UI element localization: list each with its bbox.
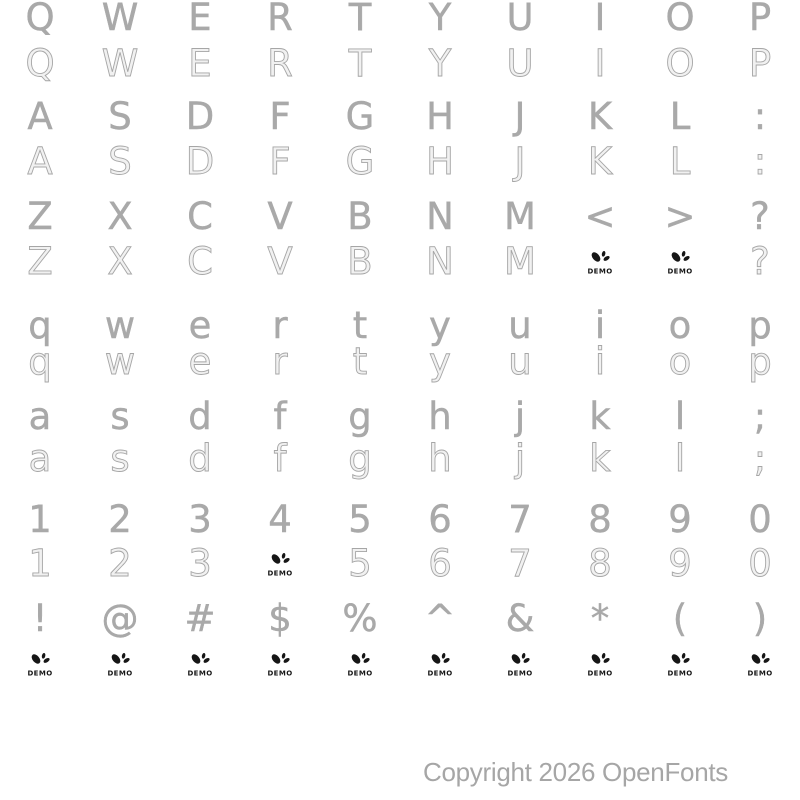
demo-watermark	[27, 651, 53, 678]
glyph-cell: f	[273, 395, 287, 438]
glyph-cell: Q	[25, 42, 55, 85]
glyph-cell: A	[27, 140, 53, 183]
glyph-cell: i	[594, 340, 606, 383]
svg-text:DEMO: DEMO	[587, 267, 613, 275]
demo-leaf-icon	[587, 651, 613, 678]
glyph-row-11	[0, 496, 800, 544]
glyph-cell: r	[272, 340, 288, 383]
glyph-cell-demo	[560, 238, 640, 286]
glyph-cell-demo	[560, 640, 640, 688]
glyph-cell: :	[753, 140, 767, 183]
glyph-cell: M	[504, 195, 536, 238]
demo-leaf-icon	[267, 551, 293, 578]
demo-watermark	[267, 651, 293, 678]
svg-text:DEMO: DEMO	[587, 669, 613, 677]
glyph-cell-demo	[240, 640, 320, 688]
glyph-cell: g	[348, 437, 372, 480]
glyph-cell: 4	[268, 498, 292, 541]
glyph-cell: 5	[348, 498, 372, 541]
glyph-cell: W	[101, 0, 139, 39]
glyph-cell: I	[594, 42, 606, 85]
glyph-cell: &	[505, 597, 535, 640]
demo-watermark	[747, 651, 773, 678]
glyph-cell: $	[268, 597, 292, 640]
glyph-row-9	[0, 393, 800, 441]
glyph-cell: 2	[108, 542, 132, 585]
glyph-cell: F	[269, 95, 291, 138]
glyph-cell: ?	[750, 240, 770, 283]
glyph-cell: 6	[428, 542, 452, 585]
glyph-cell: p	[748, 304, 772, 347]
glyph-cell: )	[752, 597, 768, 640]
glyph-cell: h	[428, 437, 452, 480]
glyph-cell-demo	[640, 238, 720, 286]
svg-text:DEMO: DEMO	[107, 669, 133, 677]
glyph-cell: 0	[748, 498, 772, 541]
demo-watermark	[507, 651, 533, 678]
glyph-cell: X	[107, 195, 133, 238]
glyph-cell: o	[668, 340, 692, 383]
glyph-cell: a	[28, 395, 52, 438]
glyph-cell: #	[184, 597, 216, 640]
glyph-cell: k	[589, 395, 611, 438]
glyph-cell: B	[347, 240, 373, 283]
glyph-row-5	[0, 193, 800, 241]
glyph-cell: E	[188, 42, 212, 85]
glyph-cell: L	[669, 140, 691, 183]
glyph-cell: 2	[108, 498, 132, 541]
glyph-row-8	[0, 338, 800, 386]
glyph-row-10	[0, 435, 800, 483]
glyph-cell: Z	[27, 240, 53, 283]
glyph-cell: N	[426, 195, 454, 238]
glyph-cell: C	[187, 195, 213, 238]
glyph-row-2	[0, 40, 800, 88]
demo-leaf-icon	[107, 651, 133, 678]
glyph-cell: (	[672, 597, 688, 640]
glyph-cell: I	[594, 0, 606, 39]
glyph-cell: 9	[668, 498, 692, 541]
glyph-cell: J	[514, 95, 526, 138]
demo-watermark	[267, 551, 293, 578]
glyph-row-1	[0, 0, 800, 42]
glyph-cell: q	[28, 304, 52, 347]
glyph-cell: p	[748, 340, 772, 383]
glyph-cell: a	[28, 437, 52, 480]
glyph-cell: y	[429, 304, 451, 347]
glyph-cell-demo	[320, 640, 400, 688]
svg-text:DEMO: DEMO	[667, 267, 693, 275]
glyph-cell: 5	[348, 542, 372, 585]
glyph-cell: D	[185, 140, 215, 183]
demo-leaf-icon	[587, 249, 613, 276]
glyph-cell: A	[27, 95, 53, 138]
svg-text:DEMO: DEMO	[347, 669, 373, 677]
glyph-cell: 9	[668, 542, 692, 585]
demo-leaf-icon	[667, 651, 693, 678]
glyph-cell: j	[514, 395, 526, 438]
glyph-cell-demo	[240, 540, 320, 588]
glyph-cell-demo	[160, 640, 240, 688]
demo-watermark	[107, 651, 133, 678]
glyph-cell: 3	[188, 542, 212, 585]
demo-leaf-icon	[27, 651, 53, 678]
glyph-cell: h	[428, 395, 452, 438]
glyph-cell-demo	[400, 640, 480, 688]
demo-leaf-icon	[507, 651, 533, 678]
glyph-cell: ;	[753, 437, 767, 480]
glyph-cell: u	[508, 304, 532, 347]
glyph-cell: U	[506, 0, 534, 39]
demo-watermark	[587, 249, 613, 276]
demo-watermark	[347, 651, 373, 678]
glyph-cell: o	[668, 304, 692, 347]
glyph-cell: w	[104, 304, 136, 347]
glyph-cell: Z	[27, 195, 53, 238]
glyph-cell-demo	[480, 640, 560, 688]
glyph-cell: l	[674, 395, 686, 438]
glyph-cell: w	[104, 340, 136, 383]
demo-watermark	[187, 651, 213, 678]
glyph-cell: 1	[28, 542, 52, 585]
glyph-cell: d	[188, 437, 212, 480]
glyph-cell: Y	[428, 0, 452, 39]
glyph-cell: d	[188, 395, 212, 438]
demo-watermark	[667, 249, 693, 276]
glyph-cell-demo	[720, 640, 800, 688]
svg-text:DEMO: DEMO	[267, 569, 293, 577]
glyph-cell: G	[345, 140, 375, 183]
demo-leaf-icon	[667, 249, 693, 276]
glyph-cell: M	[504, 240, 536, 283]
glyph-cell: V	[267, 240, 293, 283]
glyph-cell-demo	[80, 640, 160, 688]
demo-leaf-icon	[267, 651, 293, 678]
glyph-cell-demo	[640, 640, 720, 688]
glyph-cell: L	[669, 95, 691, 138]
glyph-cell: T	[348, 0, 372, 39]
glyph-cell: F	[269, 140, 291, 183]
svg-text:DEMO: DEMO	[667, 669, 693, 677]
glyph-cell: ?	[750, 195, 770, 238]
glyph-cell: B	[347, 195, 373, 238]
glyph-row-6	[0, 238, 800, 286]
glyph-cell: 8	[588, 498, 612, 541]
glyph-cell: K	[587, 95, 613, 138]
glyph-cell: 6	[428, 498, 452, 541]
glyph-cell: y	[429, 340, 451, 383]
svg-text:DEMO: DEMO	[187, 669, 213, 677]
glyph-cell: V	[267, 195, 293, 238]
glyph-cell: s	[110, 395, 130, 438]
glyph-cell: ;	[753, 395, 767, 438]
glyph-cell: >	[664, 195, 696, 238]
glyph-cell: D	[185, 95, 215, 138]
glyph-cell: k	[589, 437, 611, 480]
glyph-cell: H	[426, 140, 454, 183]
glyph-cell: Y	[428, 42, 452, 85]
svg-text:DEMO: DEMO	[507, 669, 533, 677]
glyph-cell: !	[32, 597, 48, 640]
demo-watermark	[667, 651, 693, 678]
glyph-cell: @	[101, 597, 139, 640]
copyright-text: Copyright 2026 OpenFonts	[423, 757, 728, 787]
glyph-cell: e	[188, 304, 212, 347]
glyph-cell: R	[267, 42, 293, 85]
glyph-cell: K	[587, 140, 613, 183]
glyph-cell: G	[345, 95, 375, 138]
glyph-cell: g	[348, 395, 372, 438]
glyph-cell: i	[594, 304, 606, 347]
glyph-cell: N	[426, 240, 454, 283]
demo-watermark	[587, 651, 613, 678]
glyph-cell: 8	[588, 542, 612, 585]
glyph-cell: 7	[508, 542, 532, 585]
svg-text:DEMO: DEMO	[27, 669, 53, 677]
glyph-cell: f	[273, 437, 287, 480]
svg-text:DEMO: DEMO	[747, 669, 773, 677]
svg-text:DEMO: DEMO	[427, 669, 453, 677]
glyph-cell: %	[342, 597, 378, 640]
glyph-cell-demo	[0, 640, 80, 688]
glyph-cell: S	[108, 140, 132, 183]
glyph-cell: u	[508, 340, 532, 383]
glyph-row-12	[0, 540, 800, 588]
glyph-row-3	[0, 93, 800, 141]
glyph-row-14	[0, 640, 800, 688]
glyph-cell: T	[348, 42, 372, 85]
glyph-cell: 0	[748, 542, 772, 585]
demo-watermark	[427, 651, 453, 678]
glyph-cell: j	[514, 437, 526, 480]
glyph-cell: 3	[188, 498, 212, 541]
glyph-cell: l	[674, 437, 686, 480]
glyph-cell: O	[665, 42, 695, 85]
glyph-cell: E	[188, 0, 212, 39]
glyph-cell: X	[107, 240, 133, 283]
glyph-cell: H	[426, 95, 454, 138]
glyph-cell: *	[590, 597, 610, 640]
glyph-cell: W	[101, 42, 139, 85]
glyph-cell: C	[187, 240, 213, 283]
demo-leaf-icon	[427, 651, 453, 678]
glyph-cell: P	[748, 0, 772, 39]
glyph-cell: P	[748, 42, 772, 85]
glyph-cell: S	[108, 95, 132, 138]
glyph-cell: J	[514, 140, 526, 183]
glyph-cell: r	[272, 304, 288, 347]
demo-leaf-icon	[747, 651, 773, 678]
glyph-cell: 7	[508, 498, 532, 541]
glyph-row-13	[0, 595, 800, 643]
glyph-cell: ^	[424, 597, 456, 640]
demo-leaf-icon	[347, 651, 373, 678]
glyph-cell: :	[753, 95, 767, 138]
glyph-cell: s	[110, 437, 130, 480]
demo-leaf-icon	[187, 651, 213, 678]
glyph-cell: R	[267, 0, 293, 39]
glyph-cell: U	[506, 42, 534, 85]
glyph-cell: q	[28, 340, 52, 383]
glyph-row-4	[0, 138, 800, 186]
svg-text:DEMO: DEMO	[267, 669, 293, 677]
glyph-cell: e	[188, 340, 212, 383]
glyph-cell: O	[665, 0, 695, 39]
glyph-cell: t	[352, 340, 368, 383]
glyph-cell: 1	[28, 498, 52, 541]
glyph-cell: Q	[25, 0, 55, 39]
glyph-cell: <	[584, 195, 616, 238]
glyph-cell: t	[352, 304, 368, 347]
